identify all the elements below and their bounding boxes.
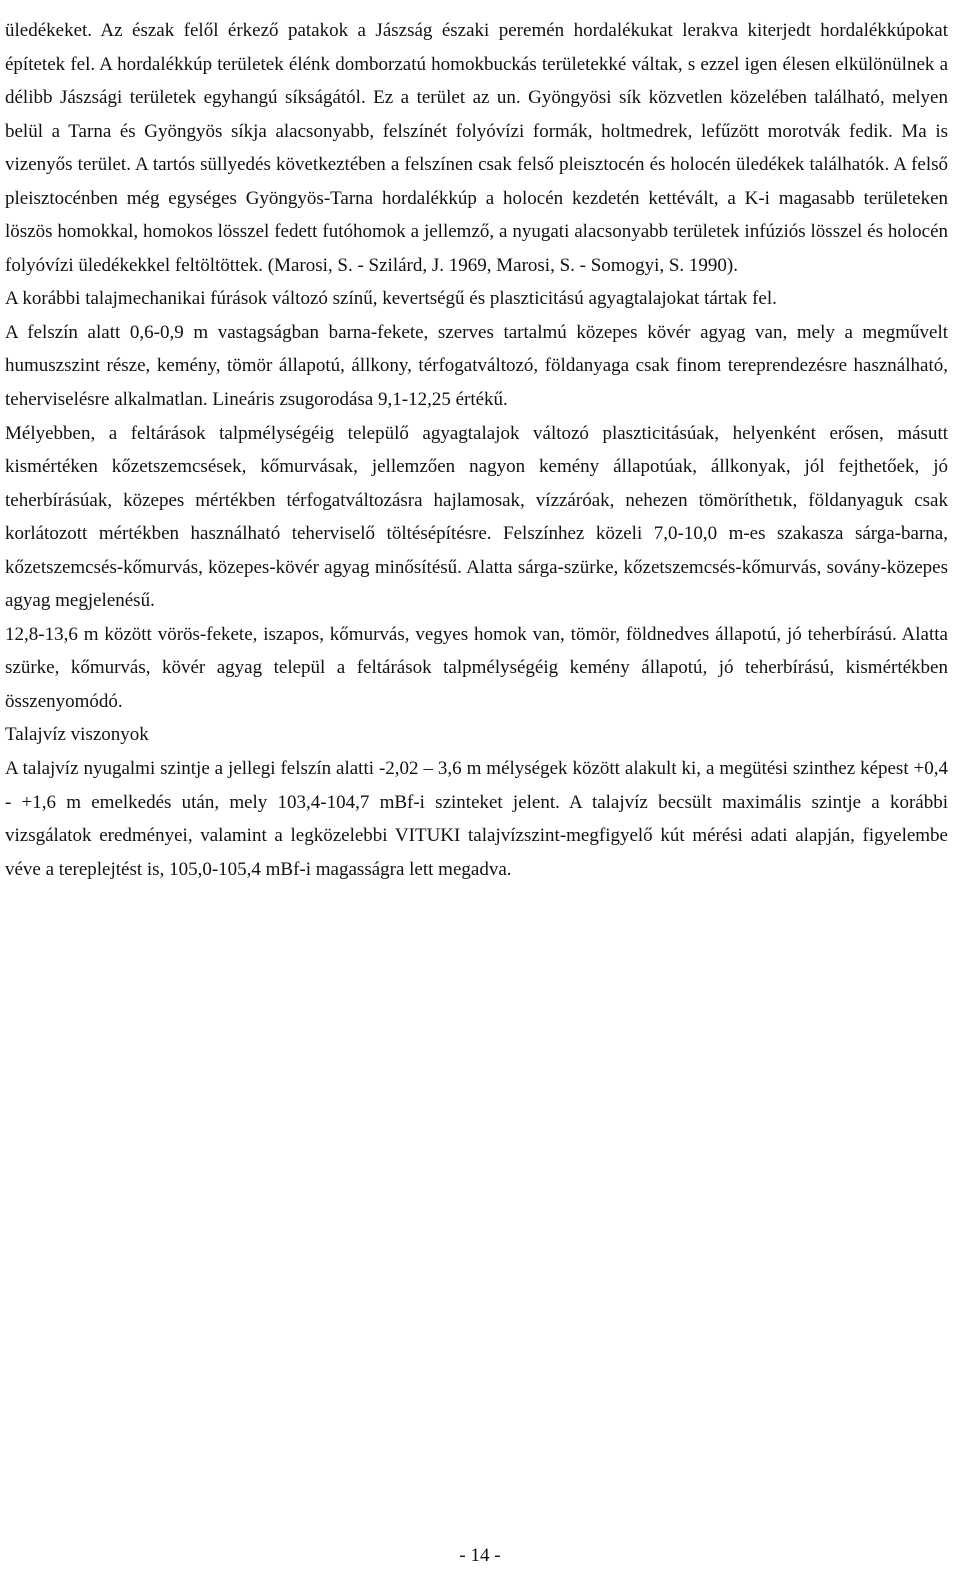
page-number: - 14 -	[459, 1545, 501, 1566]
section-heading: Talajvíz viszonyok	[5, 724, 149, 746]
document-page	[5, 14, 948, 886]
body-paragraph-4: Mélyebben, a feltárások talpmélységéig települő agyagtalajok változó plaszticitásúak, helyenként erősen, másutt kismértéken kőzetszemcsések, kőmurvásak, jellemzően nagyon kemény állapotúak, állkonyak, jól fejthetőek, jó teherbírásúak, közepes mértékben térfogatváltozásra hajlamosak, vízzáróak, nehezen tömöríthetık, földanyaguk csak korlátozott mértékben használható teherviselő töltésépítésre. Felszínhez közeli 7,0-10,0 m-es szakasza sárga-barna, kőzetszemcsés-kőmurvás, közepes-kövér agyag minősítésű. Alatta sárga-szürke, kőzetszemcsés-kőmurvás, sovány-közepes agyag megjelenésű.	[5, 422, 948, 612]
body-paragraph-1: üledékeket. Az észak felől érkező patakok a Jászság északi peremén hordalékukat lerakva kiterjedt hordalékkúpokat építetek fel. A hordalékkúp területek élénk domborzatú homokbuckás területekké váltak, s ezzel igen élesen elkülönülnek a délibb Jászsági területek egyhangú síkságától. Ez a terület az un. Gyöngyösi sík közvetlen közelében található, melyen belül a Tarna és Gyöngyös síkja alacsonyabb, felszínét folyóvízi formák, holtmedrek, lefűzött morotvák fedik. Ma is vizenyős terület. A tartós süllyedés következtében a felszínen csak felső pleisztocén és holocén üledékek találhatók. A felső pleisztocénben még egységes Gyöngyös-Tarna hordalékkúp a holocén kezdetén kettévált, a K-i magasabb területeken löszös homokkal, homokos lösszel fedett futóhomok a jellemző, a nyugati alacsonyabb területek infúziós lösszel és holocén folyóvízi üledékekkel feltöltöttek. (Marosi, S. - Szilárd, J. 1969, Marosi, S. - Somogyi, S. 1990).	[5, 20, 948, 276]
section-paragraph-1: A talajvíz nyugalmi szintje a jellegi felszín alatti -2,02 – 3,6 m mélységek között alakult ki, a megütési szinthez képest +0,4 - +1,6 m emelkedés után, mely 103,4-104,7 mBf-i szinteket jelent. A talajvíz becsült maximális szintje a korábbi vizsgálatok eredményei, valamint a legközelebbi VITUKI talajvízszint-megfigyelő kút mérési adati alapján, figyelembe véve a tereplejtést is, 105,0-105,4 mBf-i magasságra lett megadva.	[5, 758, 948, 880]
body-paragraph-5: 12,8-13,6 m között vörös-fekete, iszapos, kőmurvás, vegyes homok van, tömör, földnedves állapotú, jó teherbírású. Alatta szürke, kőmurvás, kövér agyag települ a feltárások talpmélységéig kemény állapotú, jó teherbírású, kismértékben összenyomódó.	[5, 623, 948, 712]
body-paragraph-2: A korábbi talajmechanikai fúrások változó színű, kevertségű és plaszticitású agyagtalajokat tártak fel.	[5, 288, 777, 310]
body-paragraph-3: A felszín alatt 0,6-0,9 m vastagságban barna-fekete, szerves tartalmú közepes kövér agyag van, mely a megművelt humuszszint része, kemény, tömör állapotú, állkony, térfogatváltozó, földanyaga csak finom tereprendezésre használható, teherviselésre alkalmatlan. Lineáris zsugorodása 9,1-12,25 értékű.	[5, 321, 948, 411]
